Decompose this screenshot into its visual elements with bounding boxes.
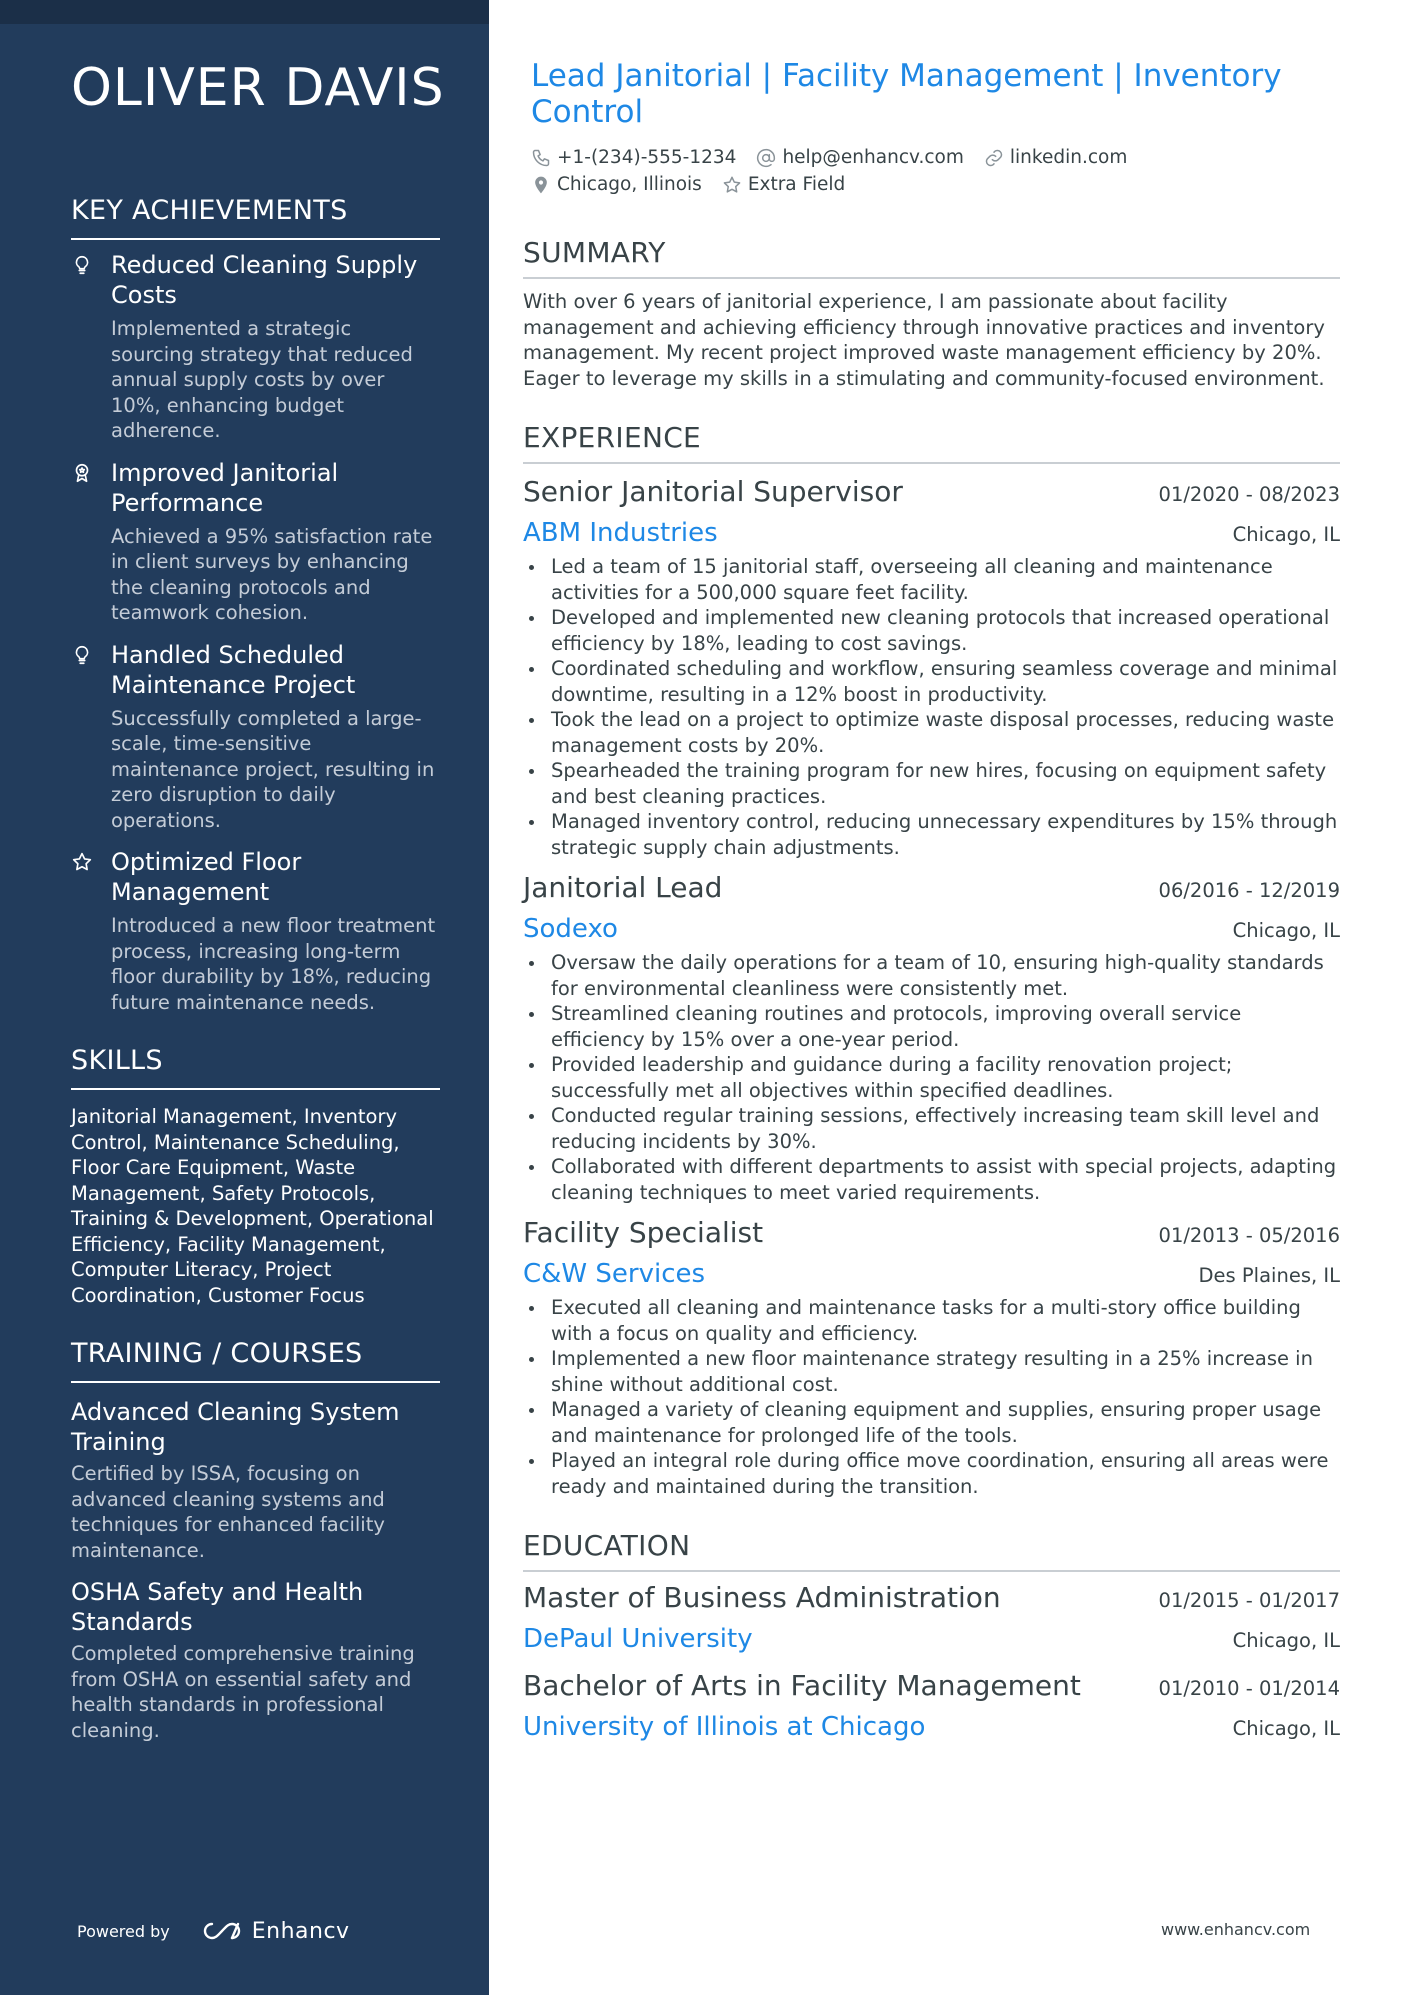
list-item: Took the lead on a project to optimize waste disposal processes, reducing waste management costs by 20%. bbox=[523, 707, 1340, 758]
powered-by-label: Powered by bbox=[77, 1921, 170, 1941]
location-pin-icon bbox=[531, 175, 551, 195]
education-location: Chicago, IL bbox=[1232, 1717, 1340, 1740]
extra-field-text: Extra Field bbox=[747, 174, 846, 195]
job-dates: 01/2013 - 05/2016 bbox=[1158, 1224, 1340, 1247]
summary-text: With over 6 years of janitorial experience, I am passionate about facility management and achieving efficiency through innovative practices and inventory management. My recent project improved waste management efficiency by 20%. Eager to leverage my skills in a stimulating and community-focused environment. bbox=[523, 290, 1325, 390]
achievement-description: Implemented a strategic sourcing strategy that reduced annual supply costs by over 10%, enhancing budget adherence. bbox=[111, 317, 413, 442]
key-achievements-section bbox=[71, 195, 440, 1015]
list-item: Collaborated with different departments to assist with special projects, adapting cleaning techniques to meet varied requirements. bbox=[523, 1154, 1340, 1205]
education-entry bbox=[523, 1578, 1340, 1660]
contact-row bbox=[531, 144, 1340, 171]
achievement-title: Improved Janitorial Performance bbox=[111, 458, 339, 517]
achievement-item bbox=[71, 640, 440, 834]
location-text: Chicago, Illinois bbox=[557, 174, 702, 195]
job-role: Senior Janitorial Supervisor bbox=[523, 475, 903, 508]
job-location: Chicago, IL bbox=[1232, 919, 1340, 942]
phone-text: +1-(234)-555-1234 bbox=[557, 147, 737, 168]
job-bullets bbox=[523, 1295, 1340, 1499]
education-dates: 01/2010 - 01/2014 bbox=[1158, 1677, 1340, 1700]
job-company: Sodexo bbox=[523, 914, 618, 944]
job-role: Facility Specialist bbox=[523, 1216, 764, 1249]
achievement-item bbox=[71, 250, 440, 444]
skills-heading: SKILLS bbox=[71, 1045, 440, 1090]
list-item: Managed inventory control, reducing unnecessary expenditures by 15% through strategic supply chain adjustments. bbox=[523, 809, 1340, 860]
course-item bbox=[71, 1577, 440, 1743]
education-entry bbox=[523, 1666, 1340, 1748]
summary-section bbox=[523, 236, 1340, 391]
list-item: Played an integral role during office move coordination, ensuring all areas were ready and maintained during the transition. bbox=[523, 1448, 1340, 1499]
sidebar-top-bar bbox=[0, 0, 489, 24]
course-title: OSHA Safety and Health Standards bbox=[71, 1578, 364, 1636]
list-item: Streamlined cleaning routines and protocols, improving overall service efficiency by 15% over a one-year period. bbox=[523, 1001, 1340, 1052]
experience-heading: EXPERIENCE bbox=[523, 421, 1340, 464]
contact-email[interactable] bbox=[756, 147, 963, 168]
job-company: ABM Industries bbox=[523, 518, 718, 548]
achievement-title: Optimized Floor Management bbox=[111, 848, 302, 906]
linkedin-text: linkedin.com bbox=[1009, 147, 1128, 168]
achievement-title: Reduced Cleaning Supply Costs bbox=[111, 251, 418, 309]
job-location: Chicago, IL bbox=[1232, 523, 1340, 546]
phone-icon bbox=[531, 148, 551, 168]
link-icon bbox=[984, 148, 1004, 168]
list-item: Conducted regular training sessions, effectively increasing team skill level and reducing incidents by 30%. bbox=[523, 1103, 1340, 1154]
list-item: Implemented a new floor maintenance strategy resulting in a 25% increase in shine without additional cost. bbox=[523, 1346, 1340, 1397]
at-icon bbox=[756, 148, 776, 168]
job-bullets bbox=[523, 950, 1340, 1205]
achievement-item bbox=[71, 458, 440, 626]
achievement-description: Introduced a new floor treatment process, increasing long-term floor durability by 18%, reducing future maintenance needs. bbox=[111, 914, 436, 1014]
education-dates: 01/2015 - 01/2017 bbox=[1158, 1589, 1340, 1612]
course-description: Completed comprehensive training from OSHA on essential safety and health standards in professional cleaning. bbox=[71, 1642, 415, 1742]
email-text: help@enhancv.com bbox=[782, 147, 964, 168]
lightbulb-icon bbox=[71, 250, 111, 444]
course-item bbox=[71, 1397, 440, 1563]
job-location: Des Plaines, IL bbox=[1198, 1264, 1340, 1287]
achievement-description: Achieved a 95% satisfaction rate in client surveys by enhancing the cleaning protocols and teamwork cohesion. bbox=[111, 524, 433, 624]
job-entry bbox=[523, 472, 1340, 860]
powered-by[interactable] bbox=[77, 1916, 350, 1946]
star-icon bbox=[71, 847, 111, 1015]
list-item: Spearheaded the training program for new hires, focusing on equipment safety and best cleaning practices. bbox=[523, 758, 1340, 809]
contact-linkedin[interactable] bbox=[984, 147, 1127, 168]
education-degree: Master of Business Administration bbox=[523, 1581, 1001, 1614]
skills-section bbox=[71, 1045, 440, 1308]
course-description: Certified by ISSA, focusing on advanced cleaning systems and techniques for enhanced facility maintenance. bbox=[71, 1462, 385, 1562]
list-item: Managed a variety of cleaning equipment and supplies, ensuring proper usage and maintenance for prolonged life of the tools. bbox=[523, 1397, 1340, 1448]
main-content bbox=[489, 0, 1410, 1995]
education-section bbox=[523, 1529, 1340, 1748]
job-entry bbox=[523, 1213, 1340, 1499]
list-item: Provided leadership and guidance during a facility renovation project; successfully met all objectives within specified deadlines. bbox=[523, 1052, 1340, 1103]
footer-url[interactable]: www.enhancv.com bbox=[1161, 1920, 1311, 1939]
job-entry bbox=[523, 868, 1340, 1205]
list-item: Coordinated scheduling and workflow, ensuring seamless coverage and minimal downtime, resulting in a 12% boost in productivity. bbox=[523, 656, 1340, 707]
candidate-name: OLIVER DAVIS bbox=[71, 58, 445, 118]
skills-list: Janitorial Management, Inventory Control, Maintenance Scheduling, Floor Care Equipment, Waste Management, Safety Protocols, Training & Development, Operational Efficiency, Facility Management, Computer Literacy, Project Coordination, Customer Focus bbox=[71, 1105, 434, 1307]
course-title: Advanced Cleaning System Training bbox=[71, 1398, 400, 1456]
job-dates: 06/2016 - 12/2019 bbox=[1158, 879, 1340, 902]
education-school: DePaul University bbox=[523, 1624, 753, 1654]
achievement-description: Successfully completed a large-scale, time-sensitive maintenance project, resulting in zero disruption to daily operations. bbox=[111, 706, 435, 832]
experience-section bbox=[523, 421, 1340, 1499]
sidebar bbox=[0, 0, 489, 1995]
award-icon bbox=[71, 458, 111, 626]
contact-extra bbox=[722, 174, 845, 195]
education-school: University of Illinois at Chicago bbox=[523, 1712, 926, 1742]
job-dates: 01/2020 - 08/2023 bbox=[1158, 483, 1340, 506]
achievement-title: Handled Scheduled Maintenance Project bbox=[111, 640, 356, 699]
list-item: Developed and implemented new cleaning protocols that increased operational efficiency by 18%, leading to cost savings. bbox=[523, 605, 1340, 656]
contact-info bbox=[531, 144, 1340, 198]
key-achievements-heading: KEY ACHIEVEMENTS bbox=[71, 195, 440, 240]
headline: Lead Janitorial | Facility Management | Inventory Control bbox=[531, 58, 1282, 130]
enhancv-brand: Enhancv bbox=[251, 1918, 350, 1944]
education-heading: EDUCATION bbox=[523, 1529, 1340, 1572]
job-company: C&W Services bbox=[523, 1259, 706, 1289]
enhancv-logo-icon bbox=[198, 1918, 246, 1944]
achievement-item bbox=[71, 847, 440, 1015]
lightbulb-icon bbox=[71, 640, 111, 834]
education-degree: Bachelor of Arts in Facility Management bbox=[523, 1669, 1081, 1702]
star-icon bbox=[722, 175, 742, 195]
contact-phone[interactable] bbox=[531, 147, 736, 168]
education-location: Chicago, IL bbox=[1232, 1629, 1340, 1652]
summary-heading: SUMMARY bbox=[523, 236, 1340, 279]
list-item: Executed all cleaning and maintenance tasks for a multi-story office building with a focus on quality and efficiency. bbox=[523, 1295, 1340, 1346]
training-heading: TRAINING / COURSES bbox=[71, 1338, 440, 1383]
training-section bbox=[71, 1338, 440, 1743]
job-role: Janitorial Lead bbox=[523, 871, 723, 904]
contact-row bbox=[531, 171, 1340, 198]
job-bullets bbox=[523, 554, 1340, 860]
list-item: Led a team of 15 janitorial staff, overseeing all cleaning and maintenance activities for a 500,000 square feet facility. bbox=[523, 554, 1340, 605]
list-item: Oversaw the daily operations for a team of 10, ensuring high-quality standards for environmental cleanliness were consistently met. bbox=[523, 950, 1340, 1001]
contact-location bbox=[531, 174, 702, 195]
